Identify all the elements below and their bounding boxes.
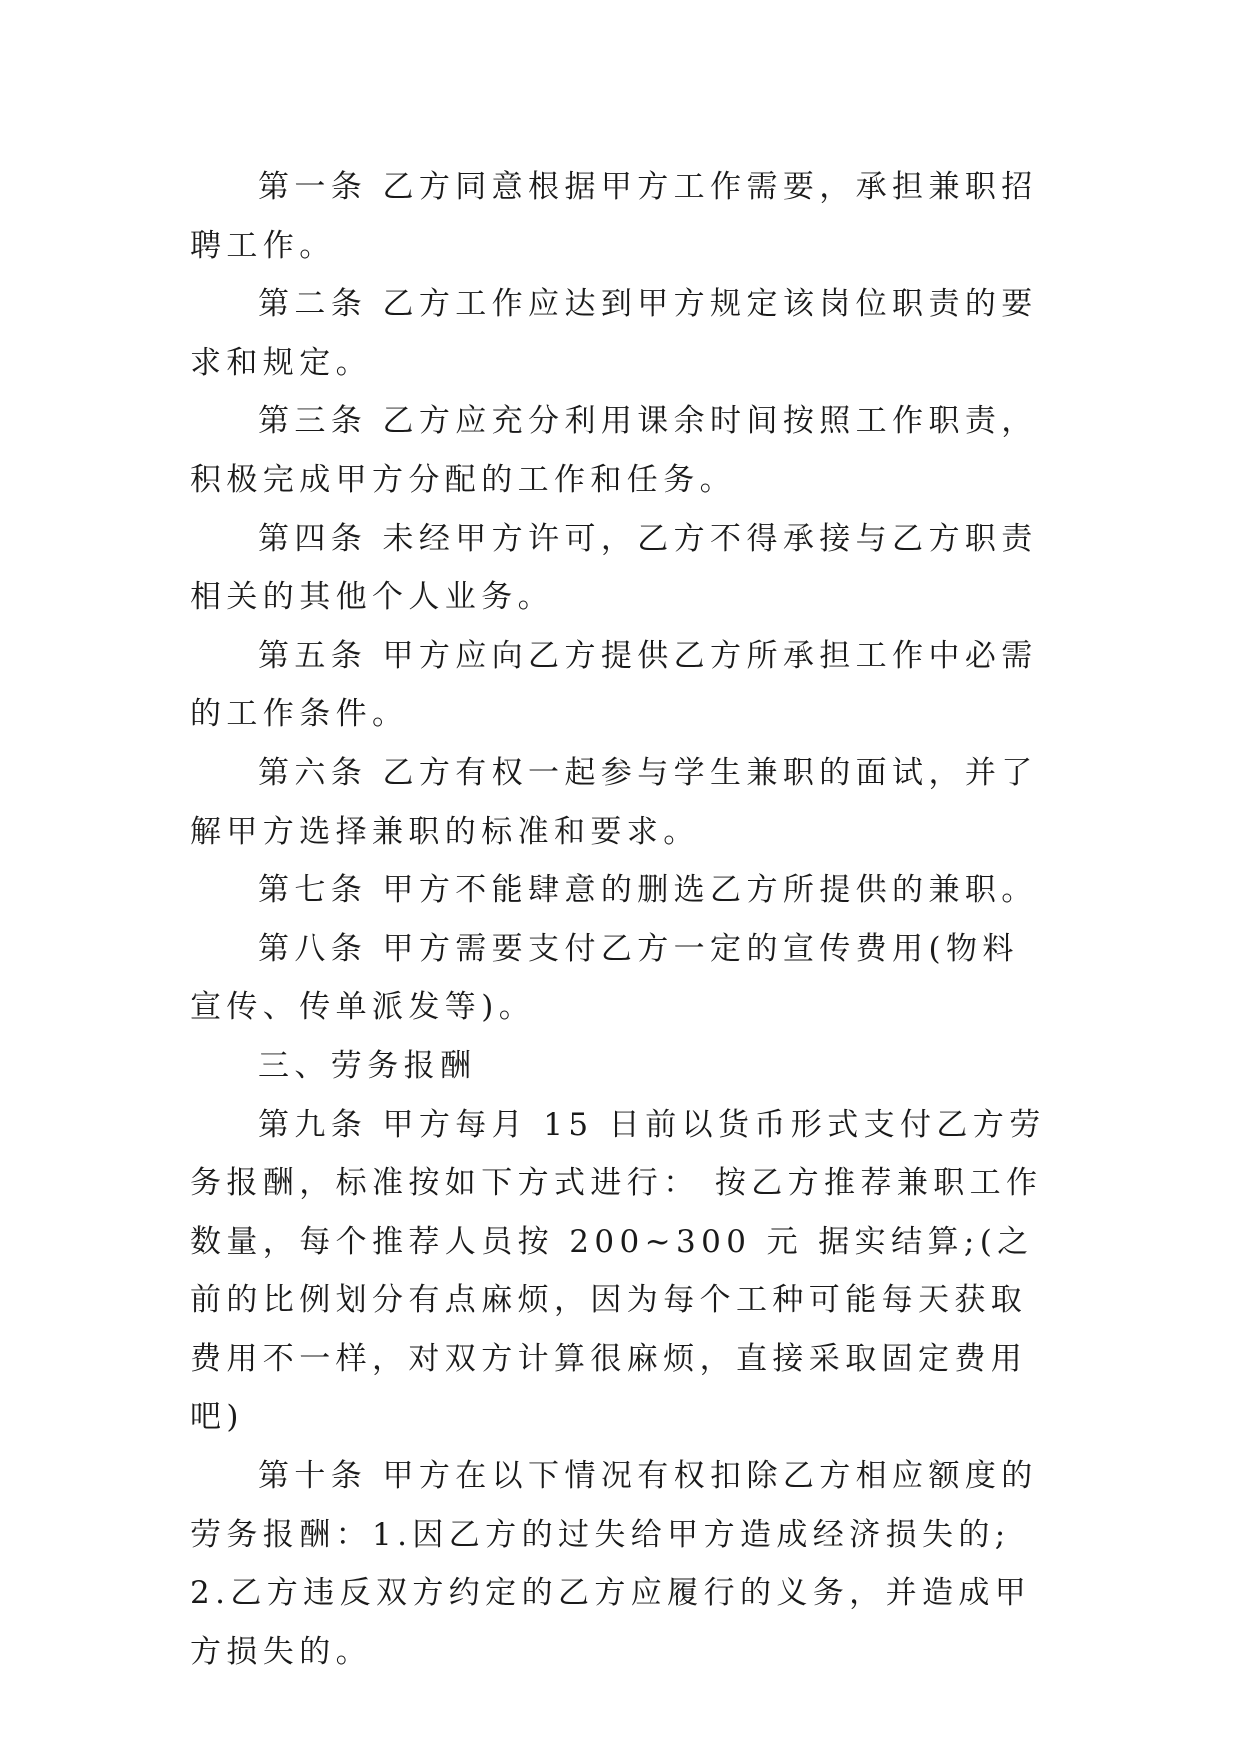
document-body [190,158,1050,1681]
article-7: 第七条 甲方不能肆意的删选乙方所提供的兼职。 [258,872,1038,909]
article-8: 第八条 甲方需要支付乙方一定的宣传费用(物料宣传、传单派发等)。 [190,930,1019,1026]
article-9: 第九条 甲方每月 15 日前以货币形式支付乙方劳务报酬，标准按如下方式进行： 按乙方推荐兼职工作数量，每个推荐人员按 200~300 元 据实结算;(之前的比例划分有点麻烦，因为每个工种可能每天获取费用不一样，对双方计算很麻烦，直接采取固定费用吧) [190,1106,1046,1436]
article-3: 第三条 乙方应充分利用课余时间按照工作职责，积极完成甲方分配的工作和任务。 [190,403,1038,498]
article-4: 第四条 未经甲方许可，乙方不得承接与乙方职责相关的其他个人业务。 [190,520,1038,616]
article-5: 第五条 甲方应向乙方提供乙方所承担工作中必需的工作条件。 [190,637,1038,733]
article-6: 第六条 乙方有权一起参与学生兼职的面试，并了解甲方选择兼职的标准和要求。 [190,754,1038,850]
article-2: 第二条 乙方工作应达到甲方规定该岗位职责的要求和规定。 [190,286,1038,381]
article-10: 第十条 甲方在以下情况有权扣除乙方相应额度的劳务报酬：1.因乙方的过失给甲方造成经济损失的;2.乙方违反双方约定的乙方应履行的义务，并造成甲方损失的。 [190,1458,1038,1670]
article-1: 第一条 乙方同意根据甲方工作需要，承担兼职招聘工作。 [190,169,1038,264]
section-heading-remuneration: 三、劳务报酬 [258,1047,477,1084]
